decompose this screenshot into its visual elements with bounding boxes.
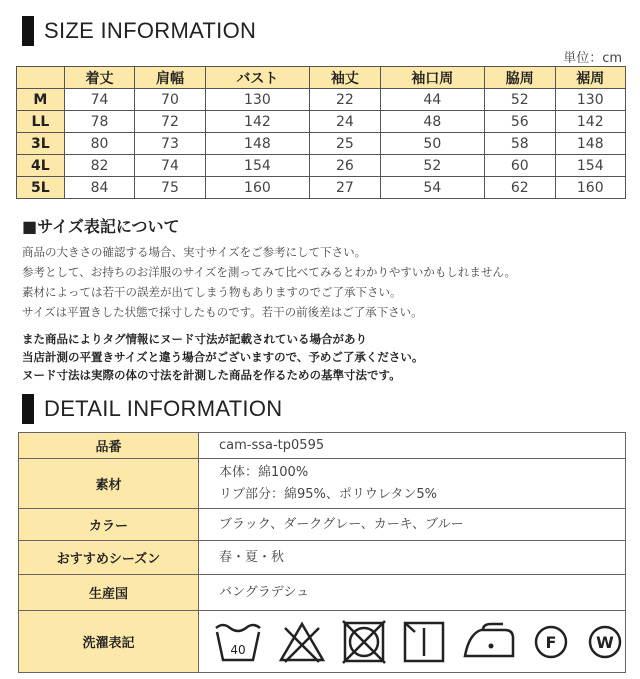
size-table [16,66,626,199]
size-cell: 154 [555,155,626,177]
wet-clean-w-icon [585,620,625,664]
detail-heading-text: DETAIL INFORMATION [44,396,283,421]
size-cell: 60 [485,155,555,177]
heading-marker [22,394,34,424]
size-col-header: バスト [205,67,309,89]
size-section-heading [22,16,256,46]
size-cell: 48 [380,111,484,133]
size-table-row [17,89,626,111]
size-cell: 160 [555,177,626,199]
size-cell: 148 [555,133,626,155]
size-table-row [17,177,626,199]
size-col-header: 袖口周 [380,67,484,89]
unit-label: 単位：cm [563,51,622,66]
size-row-label: 4L [17,155,65,177]
detail-row-origin [19,575,626,611]
size-cell: 130 [205,89,309,111]
heading-marker [22,16,34,46]
detail-row-material [19,459,626,509]
size-cell: 74 [64,89,134,111]
size-cell: 160 [205,177,309,199]
note-line: 商品の大きさの確認する場合、実寸サイズをご参考にして下さい。 [22,245,367,259]
size-cell: 142 [555,111,626,133]
size-heading-text: SIZE INFORMATION [44,18,257,43]
size-cell: 72 [135,111,205,133]
size-col-header: 脇周 [485,67,555,89]
detail-value: リブ部分：綿95%、ポリウレタン5% [219,486,437,502]
size-col-header: 着丈 [64,67,134,89]
size-cell: 75 [135,177,205,199]
detail-value: 本体：綿100% [219,464,309,480]
detail-section-heading [22,394,282,424]
size-table-row [17,155,626,177]
size-cell: 24 [310,111,380,133]
size-cell: 27 [310,177,380,199]
size-col-header: 肩幅 [135,67,205,89]
detail-label: カラー [19,509,199,541]
size-cell: 154 [205,155,309,177]
size-cell: 73 [135,133,205,155]
size-col-header: 裾周 [555,67,626,89]
size-table-row [17,111,626,133]
detail-label: 生産国 [19,575,199,611]
size-cell: 25 [310,133,380,155]
size-cell: 148 [205,133,309,155]
wash-temp-text: 40 [230,642,246,657]
detail-label: 素材 [19,459,199,509]
size-table-row [17,133,626,155]
wash-40-icon [213,620,263,664]
size-cell: 52 [485,89,555,111]
size-cell: 130 [555,89,626,111]
size-cell: 70 [135,89,205,111]
size-cell: 74 [135,155,205,177]
size-cell: 26 [310,155,380,177]
size-table-corner [17,67,65,89]
size-col-header: 袖丈 [310,67,380,89]
no-bleach-icon [277,620,327,664]
note-line: 参考として、お持ちのお洋服のサイズを測ってみて比べてみるとわかりやすいかもしれません。 [22,265,517,279]
detail-value-cell [199,509,626,541]
size-cell: 50 [380,133,484,155]
size-row-label: 5L [17,177,65,199]
size-table-header-row [17,67,626,89]
size-cell: 84 [64,177,134,199]
note-bold-line: また商品によりタグ情報にヌード寸法が記載されている場合があり [22,332,367,346]
size-cell: 142 [205,111,309,133]
notes-title: ■サイズ表記について [22,217,180,236]
detail-label: 洗濯表記 [19,611,199,673]
size-cell: 58 [485,133,555,155]
detail-value: 春・夏・秋 [219,549,285,565]
size-cell: 56 [485,111,555,133]
size-cell: 80 [64,133,134,155]
size-cell: 44 [380,89,484,111]
note-bold-line: 当店計測の平置きサイズと違う場合がございますので、予めご了承ください。 [22,350,424,364]
detail-value-cell [199,541,626,575]
detail-value: cam-ssa-tp0595 [219,437,325,453]
dry-clean-f-icon [531,620,571,664]
iron-low-icon [461,620,517,664]
detail-value-cell [199,459,626,509]
size-row-label: M [17,89,65,111]
no-tumble-dry-icon [341,620,387,664]
detail-table [18,432,626,673]
size-cell: 82 [64,155,134,177]
detail-value-cell [199,575,626,611]
detail-label: 品番 [19,433,199,459]
detail-row-part-number [19,433,626,459]
size-cell: 54 [380,177,484,199]
detail-value-cell [199,433,626,459]
size-cell: 78 [64,111,134,133]
note-line: 素材によっては若干の誤差が出てしまう物もありますのでご了承下さい。 [22,285,402,299]
care-icons-cell [199,611,626,673]
detail-row-season [19,541,626,575]
detail-value: ブラック、ダークグレー、カーキ、ブルー [219,516,464,532]
dry-clean-letter: F [545,632,557,652]
detail-row-color [19,509,626,541]
note-line: サイズは平置きした状態で採寸したものです。若干の前後差はご了承下さい。 [22,305,423,319]
detail-label: おすすめシーズン [19,541,199,575]
detail-value: バングラデシュ [219,584,310,600]
wet-clean-letter: W [596,632,614,652]
size-cell: 22 [310,89,380,111]
note-bold-line: ヌード寸法は実際の体の寸法を計測した商品を作るための基準寸法です。 [22,368,401,382]
size-row-label: LL [17,111,65,133]
detail-row-care [19,611,626,673]
line-dry-icon [401,620,447,664]
size-cell: 62 [485,177,555,199]
size-row-label: 3L [17,133,65,155]
size-cell: 52 [380,155,484,177]
